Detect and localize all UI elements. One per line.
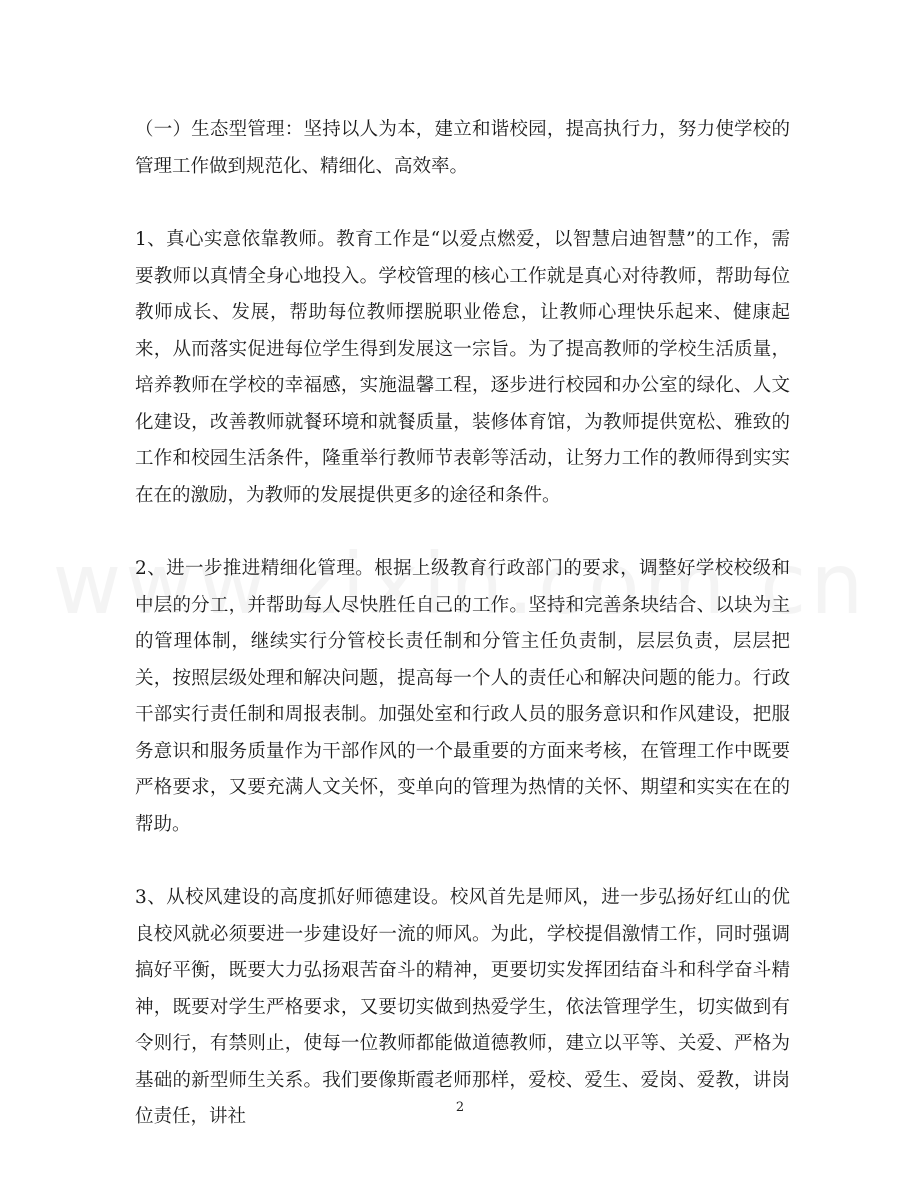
- paragraph-item-2: 2、进一步推进精细化管理。根据上级教育行政部门的要求，调整好学校校级和中层的分工，并帮助每人尽快胜任自己的工作。坚持和完善条块结合、以块为主的管理体制，继续实行分管校长责任制和分管主任负责制，层层负责，层层把关，按照层级处理和解决问题，提高每一个人的责任心和解决问题的能力。行政干部实行责任制和周报表制。加强处室和行政人员的服务意识和作风建设，把服务意识和服务质量作为干部作风的一个最重要的方面来考核，在管理工作中既要严格要求，又要充满人文关怀，变单向的管理为热情的关怀、期望和实实在在的帮助。: [135, 558, 790, 835]
- document-body: [135, 112, 790, 1136]
- paragraph-item-3: 3、从校风建设的高度抓好师德建设。校风首先是师风，进一步弘扬好红山的优良校风就必须要进一步建设好一流的师风。为此，学校提倡激情工作，同时强调搞好平衡，既要大力弘扬艰苦奋斗的精神，更要切实发挥团结奋斗和科学奋斗精神，既要对学生严格要求，又要切实做到热爱学生，依法管理学生，切实做到有令则行，有禁则止，使每一位教师都能做道德教师，建立以平等、关爱、严格为基础的新型师生关系。我们要像斯霞老师那样，爱校、爱生、爱岗、爱教，讲岗位责任，讲社: [135, 887, 790, 1127]
- paragraph-item-1: 1、真心实意依靠教师。教育工作是“以爱点燃爱，以智慧启迪智慧”的工作，需要教师以真情全身心地投入。学校管理的核心工作就是真心对待教师，帮助每位教师成长、发展，帮助每位教师摆脱职业倦怠，让教师心理快乐起来、健康起来，从而落实促进每位学生得到发展这一宗旨。为了提高教师的学校生活质量，培养教师在学校的幸福感，实施温馨工程，逐步进行校园和办公室的绿化、人文化建设，改善教师就餐环境和就餐质量，装修体育馆，为教师提供宽松、雅致的工作和校园生活条件，隆重举行教师节表彰等活动，让努力工作的教师得到实实在在的激励，为教师的发展提供更多的途径和条件。: [135, 229, 790, 506]
- page-number: 2: [455, 1100, 465, 1115]
- paragraph-section-heading: （一）生态型管理：坚持以人为本，建立和谐校园，提高执行力，努力使学校的管理工作做到规范化、精细化、高效率。: [135, 119, 790, 177]
